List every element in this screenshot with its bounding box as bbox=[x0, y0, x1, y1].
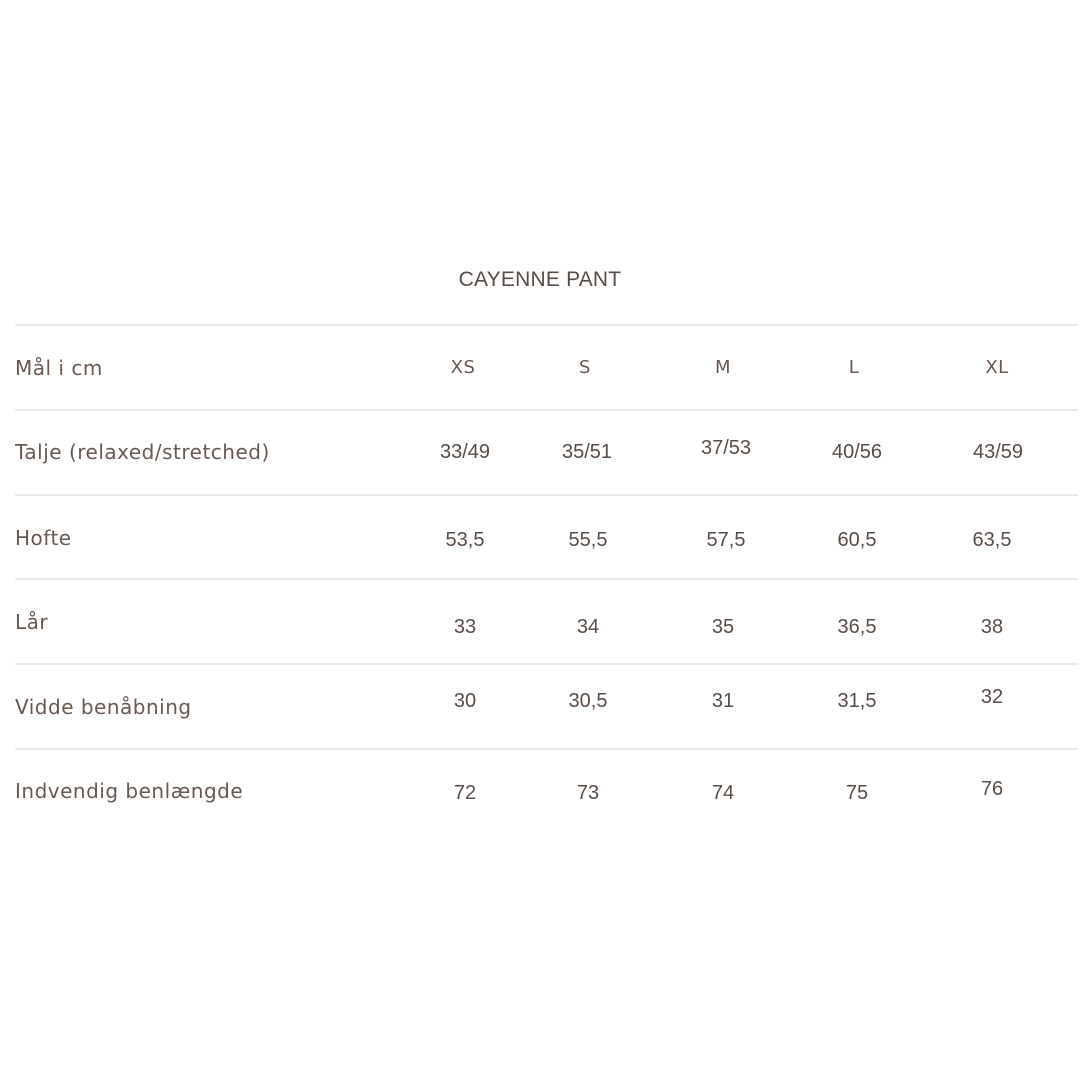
table-cell: 32 bbox=[980, 686, 1004, 708]
table-divider bbox=[15, 324, 1078, 326]
table-cell: 34 bbox=[576, 616, 600, 638]
table-cell: 72 bbox=[453, 782, 477, 804]
table-cell: 33/49 bbox=[439, 441, 491, 463]
table-cell: 73 bbox=[576, 782, 600, 804]
row-label-leg-opening: Vidde benåbning bbox=[15, 695, 192, 719]
size-header-xl: XL bbox=[985, 357, 1009, 378]
table-cell: 35/51 bbox=[561, 441, 613, 463]
table-divider bbox=[15, 494, 1078, 496]
table-cell: 76 bbox=[980, 778, 1004, 800]
table-cell: 30 bbox=[453, 690, 477, 712]
table-cell: 53,5 bbox=[445, 529, 485, 551]
table-cell: 35 bbox=[711, 616, 735, 638]
table-cell: 57,5 bbox=[706, 529, 746, 551]
row-label-inseam: Indvendig benlængde bbox=[15, 779, 244, 803]
table-divider bbox=[15, 748, 1078, 750]
measure-unit-label: Mål i cm bbox=[15, 356, 103, 380]
table-cell: 37/53 bbox=[700, 437, 752, 459]
size-header-s: S bbox=[579, 357, 591, 378]
table-divider bbox=[15, 578, 1078, 580]
table-cell: 74 bbox=[711, 782, 735, 804]
table-divider bbox=[15, 409, 1078, 411]
size-header-xs: XS bbox=[450, 357, 476, 378]
table-cell: 55,5 bbox=[568, 529, 608, 551]
row-label-hip: Hofte bbox=[15, 526, 72, 550]
table-cell: 36,5 bbox=[837, 616, 877, 638]
table-cell: 33 bbox=[453, 616, 477, 638]
table-cell: 38 bbox=[980, 616, 1004, 638]
table-cell: 31,5 bbox=[837, 690, 877, 712]
table-divider bbox=[15, 663, 1078, 665]
row-label-thigh: Lår bbox=[15, 610, 49, 634]
table-title: CAYENNE PANT bbox=[458, 268, 622, 291]
row-label-waist: Talje (relaxed/stretched) bbox=[15, 440, 270, 464]
table-cell: 30,5 bbox=[568, 690, 608, 712]
size-header-m: M bbox=[714, 357, 732, 378]
table-cell: 43/59 bbox=[972, 441, 1024, 463]
table-cell: 60,5 bbox=[837, 529, 877, 551]
table-cell: 75 bbox=[845, 782, 869, 804]
size-header-l: L bbox=[848, 357, 860, 378]
table-cell: 31 bbox=[711, 690, 735, 712]
table-cell: 63,5 bbox=[972, 529, 1012, 551]
table-cell: 40/56 bbox=[831, 441, 883, 463]
